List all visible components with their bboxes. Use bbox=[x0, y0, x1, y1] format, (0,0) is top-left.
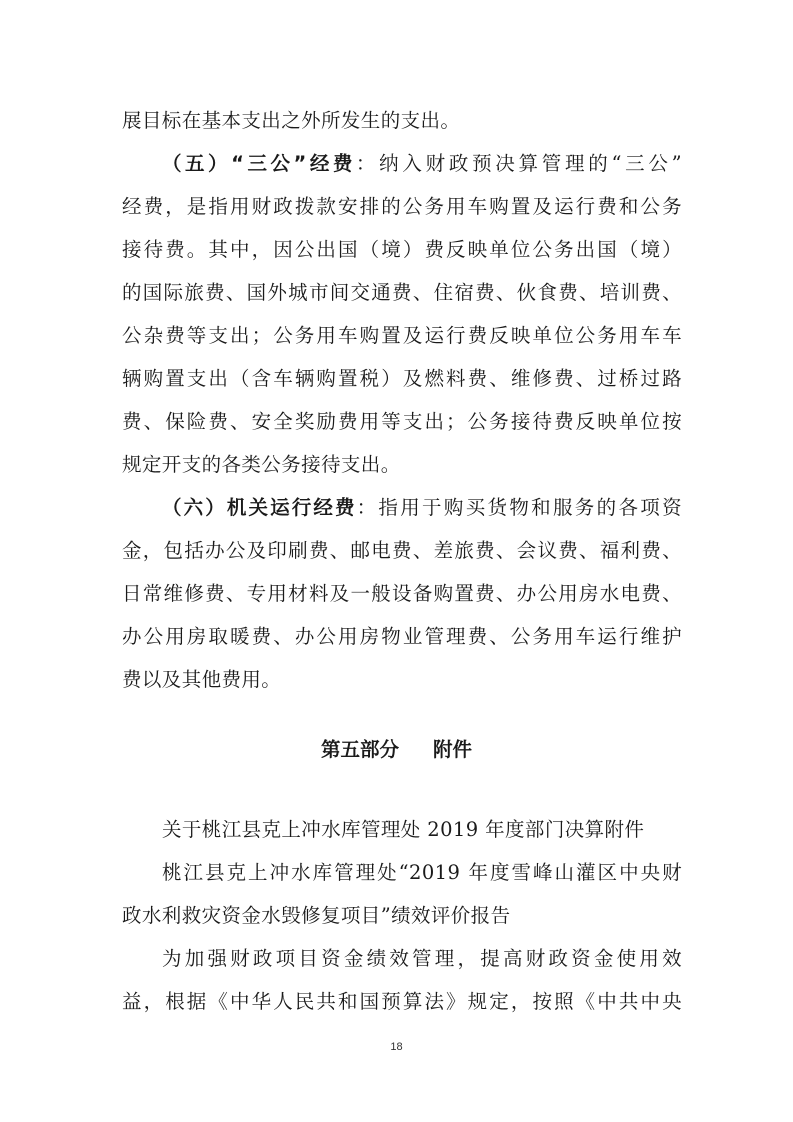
paragraph-line: 费以及其他费用。 bbox=[122, 668, 282, 691]
paragraph-line: 展目标在基本支出之外所发生的支出。 bbox=[122, 109, 461, 132]
paragraph-line: 为加强财政项目资金绩效管理，提高财政资金使用效 bbox=[162, 947, 682, 970]
paragraph-text: ：指用于购买货物和服务的各项资 bbox=[356, 496, 682, 519]
page-number: 18 bbox=[390, 1041, 403, 1053]
paragraph-line: 的国际旅费、国外城市间交通费、住宿费、伙食费、培训费、 bbox=[122, 281, 682, 304]
paragraph-five-first-line bbox=[162, 151, 682, 177]
paragraph-line: 益，根据《中华人民共和国预算法》规定，按照《中共中央 bbox=[122, 990, 682, 1013]
paragraph-line: 日常维修费、专用材料及一般设备购置费、办公用房水电费、 bbox=[122, 582, 682, 605]
paragraph-line: 费、保险费、安全奖励费用等支出；公务接待费反映单位按 bbox=[122, 410, 682, 433]
paragraph-line: 辆购置支出（含车辆购置税）及燃料费、维修费、过桥过路 bbox=[122, 367, 682, 390]
paragraph-line: 公杂费等支出；公务用车购置及运行费反映单位公务用车车 bbox=[122, 324, 682, 347]
paragraph-line: 金，包括办公及印刷费、邮电费、差旅费、会议费、福利费、 bbox=[122, 539, 682, 562]
section-part-label: 第五部分 bbox=[320, 738, 399, 761]
paragraph-line: 办公用房取暖费、办公用房物业管理费、公务用车运行维护 bbox=[122, 625, 682, 648]
section-title: 附件 bbox=[433, 738, 473, 761]
attachment-line: 桃江县克上冲水库管理处“2019 年度雪峰山灌区中央财 bbox=[162, 861, 682, 884]
term-agency-operating-expenses: （六）机关运行经费 bbox=[162, 496, 357, 519]
paragraph-line: 接待费。其中，因公出国（境）费反映单位公务出国（境） bbox=[122, 238, 682, 261]
attachment-line: 政水利救灾资金水毁修复项目”绩效评价报告 bbox=[122, 904, 511, 927]
paragraph-line: 经费，是指用财政拨款安排的公务用车购置及运行费和公务 bbox=[122, 195, 682, 218]
paragraph-line: 规定开支的各类公务接待支出。 bbox=[122, 453, 401, 476]
term-three-public-expenses: （五）“三公”经费 bbox=[162, 152, 356, 175]
paragraph-six-first-line bbox=[162, 495, 682, 521]
attachment-line: 关于桃江县克上冲水库管理处 2019 年度部门决算附件 bbox=[162, 818, 645, 841]
paragraph-text: ：纳入财政预决算管理的“三公” bbox=[355, 152, 682, 175]
section-heading bbox=[0, 737, 793, 763]
